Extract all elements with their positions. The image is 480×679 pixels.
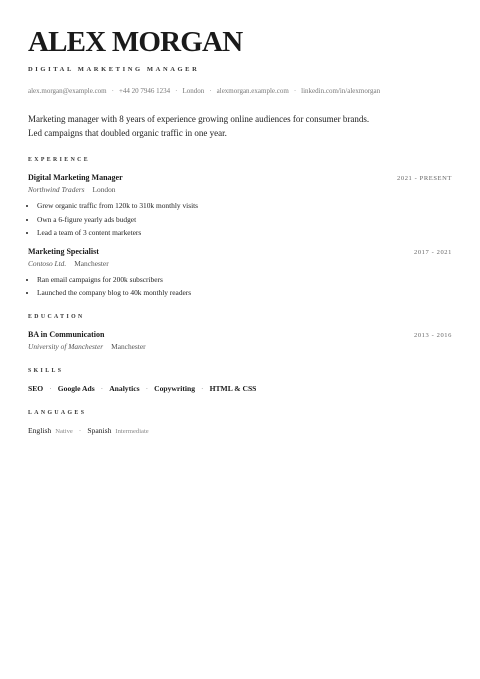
language-level: Intermediate bbox=[115, 427, 149, 435]
job-bullets bbox=[28, 273, 452, 300]
bullet-item: • Ran email campaigns for 200k subscribers bbox=[37, 273, 452, 287]
summary: Marketing manager with 8 years of experience growing online audiences for consumer brands. Led campaigns that doubled organic traffic in one year. bbox=[28, 114, 370, 138]
education-dates: 2013 - 2016 bbox=[413, 331, 452, 339]
contact-line bbox=[28, 87, 452, 95]
languages-list bbox=[28, 426, 452, 435]
separator: · bbox=[175, 87, 178, 95]
bullet-item: • Own a 6-figure yearly ads budget bbox=[37, 213, 452, 227]
bullet-item: • Lead a team of 3 content marketers bbox=[37, 226, 452, 240]
job-dates: 2017 - 2021 bbox=[413, 248, 452, 256]
skill-item: Analytics bbox=[109, 383, 140, 393]
job-company: Contoso Ltd. bbox=[28, 258, 67, 268]
separator: · bbox=[78, 425, 82, 435]
skill-item: HTML & CSS bbox=[209, 383, 257, 393]
separator: · bbox=[293, 87, 297, 95]
skills-list bbox=[28, 384, 452, 393]
job-location: Manchester bbox=[74, 258, 109, 268]
separator: · bbox=[145, 383, 149, 393]
section-heading-skills: SKILLS bbox=[28, 367, 64, 374]
contact-location: London bbox=[182, 87, 205, 95]
separator: · bbox=[209, 87, 212, 95]
separator: · bbox=[201, 383, 204, 393]
degree: BA in Communication bbox=[28, 329, 105, 339]
job-location: London bbox=[92, 185, 116, 194]
separator: · bbox=[49, 383, 52, 393]
contact-email[interactable]: alex.morgan@example.com bbox=[28, 87, 107, 95]
contact-website[interactable]: alexmorgan.example.com bbox=[216, 87, 289, 95]
section-heading-languages: LANGUAGES bbox=[28, 409, 87, 416]
school-location: Manchester bbox=[111, 341, 146, 351]
candidate-name: ALEX MORGAN bbox=[28, 26, 243, 58]
contact-linkedin[interactable]: linkedin.com/in/alexmorgan bbox=[301, 87, 381, 95]
job-bullets bbox=[28, 199, 452, 240]
job-title: DIGITAL MARKETING MANAGER bbox=[28, 66, 200, 73]
job-role: Marketing Specialist bbox=[28, 246, 99, 256]
separator: · bbox=[100, 383, 104, 393]
skill-item: Copywriting bbox=[154, 383, 196, 393]
contact-phone: +44 20 7946 1234 bbox=[118, 87, 171, 95]
skill-item: SEO bbox=[28, 383, 44, 393]
skill-item: Google Ads bbox=[57, 383, 95, 393]
experience-item bbox=[28, 173, 452, 240]
education-item bbox=[28, 330, 452, 351]
section-heading-experience: EXPERIENCE bbox=[28, 157, 91, 163]
school: University of Manchester bbox=[28, 341, 104, 351]
experience-item bbox=[28, 247, 452, 300]
section-heading-education: EDUCATION bbox=[28, 313, 85, 320]
separator: · bbox=[111, 87, 114, 95]
bullet-item: • Grew organic traffic from 120k to 310k monthly visits bbox=[37, 199, 452, 213]
bullet-item: • Launched the company blog to 40k monthly readers bbox=[37, 286, 452, 300]
language-name: Spanish bbox=[87, 425, 112, 435]
language-name: English bbox=[28, 425, 52, 435]
job-dates: 2021 - PRESENT bbox=[397, 175, 452, 182]
language-level: Native bbox=[55, 427, 73, 435]
job-company: Northwind Traders bbox=[28, 185, 85, 194]
job-role: Digital Marketing Manager bbox=[28, 173, 123, 182]
